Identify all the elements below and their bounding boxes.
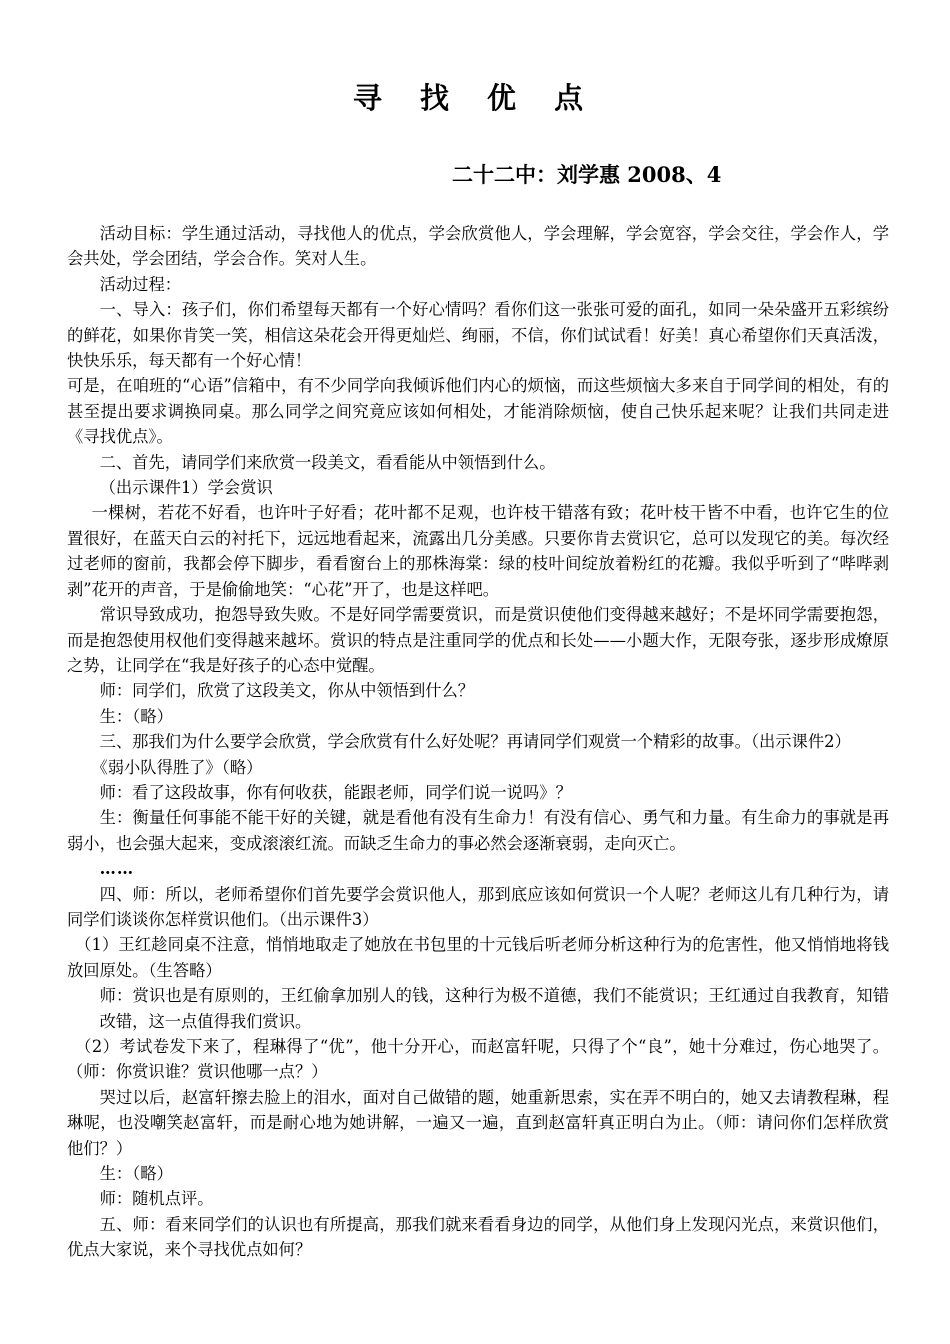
paragraph-step-four: 四、师：所以，老师希望你们首先要学会赏识他人，那到底应该如何赏识一个人呢？老师这儿有几种行为，请同学们谈谈你怎样赏识他们。（出示课件3） [67,884,889,929]
paragraph-activity-goal: 活动目标：学生通过活动，寻找他人的优点，学会欣赏他人，学会理解，学会宽容，学会交往，学会作人，学会共处，学会团结，学会合作。笑对人生。 [67,224,889,269]
paragraph-teacher-question-1: 师：同学们，欣赏了这段美文，你从中领悟到什么？ [99,681,475,701]
paragraph-appreciation: 常识导致成功，抱怨导致失败。不是好同学需要赏识，而是赏识使他们变得越来越好；不是坏同学需要抱怨，而是抱怨使用权他们变得越来越坏。赏识的特点是注重同学的优点和长处——小题大作，无限夸张，逐步形成燎原之势，让同学在“我是好孩子的心态中觉醒。 [67,605,889,675]
author-byline: 二十二中：刘学惠 2008、4 [452,162,722,187]
paragraph-case-two: （2）考试卷发下来了，程琳得了“优”，他十分开心，而赵富轩呢，只得了个“良”，她十分难过，伤心地哭了。（师：你赏识谁？赏识他哪一点？） [67,1037,889,1082]
paragraph-teacher-question-2: 师：看了这段故事，你有何收获，能跟老师，同学们说一说吗》？ [99,782,572,802]
paragraph-courseware-1: （出示课件1）学会赏识 [99,478,273,498]
document-title: 寻 找 优 点 [352,81,598,115]
paragraph-step-two: 二、首先，请同学们来欣赏一段美文，看看能从中领悟到什么。 [99,452,556,472]
paragraph-teacher-comment-1: 师：赏识也是有原则的，王红偷拿加别人的钱，这种行为极不道德，我们不能赏识；王红通过自我教育，知错改错，这一点值得我们赏识。 [99,986,889,1031]
paragraph-intro: 一、导入：孩子们，你们希望每天都有一个好心情吗？看你们这一张张可爱的面孔，如同一朵朵盛开五彩缤纷的鲜花，如果你肯笑一笑，相信这朵花会开得更灿烂、绚丽，不信，你们试试看！好美！真心希望你们天真活泼，快快乐乐，每天都有一个好心情！ [67,300,889,371]
paragraph-story-title: 《弱小队得胜了》（略） [91,757,263,777]
paragraph-case-one: （1）王红趁同桌不注意，悄悄地取走了她放在书包里的十元钱后听老师分析这种行为的危害性，他又悄悄地将钱放回原处。（生答略） [67,935,889,980]
paragraph-student-answer-1: 生：（略） [99,706,173,726]
paragraph-mailbox: 可是，在咱班的“心语”信箱中，有不少同学向我倾诉他们内心的烦恼，而这些烦恼大多来自于同学间的相处，有的甚至提出要求调换同桌。那么同学之间究竟应该如何相处，才能消除烦恼，使自己快乐起来呢？让我们共同走进《寻找优点》。 [67,376,889,447]
paragraph-student-answer-3: 生：（略） [99,1164,173,1184]
paragraph-teacher-comment-2: 师：随机点评。 [99,1189,214,1209]
paragraph-case-two-continued: 哭过以后，赵富轩擦去脸上的泪水，面对自己做错的题，她重新思索，实在弄不明白的，她又去请教程琳，程琳呢，也没嘲笑赵富轩，而是耐心地为她讲解，一遍又一遍，直到赵富轩真正明白为止。（师：请问你们怎样欣赏他们？） [67,1087,889,1158]
paragraph-step-five: 五、师：看来同学们的认识也有所提高，那我们就来看看身边的同学，从他们身上发现闪光点，来赏识他们，优点大家说，来个寻找优点如何？ [67,1214,889,1260]
paragraph-step-three: 三、那我们为什么要学会欣赏，学会欣赏有什么好处呢？再请同学们观赏一个精彩的故事。（出示课件2） [99,732,851,752]
paragraph-student-answer-2: 生：衡量任何事能不能干好的关键，就是看他有没有生命力！有没有信心、勇气和力量。有生命力的事就是再弱小，也会强大起来，变成滚滚红流。而缺乏生命力的事必然会逐渐衰弱，走向灭亡。 [67,808,889,853]
paragraph-tree-essay: 一棵树，若花不好看，也许叶子好看；花叶都不足观，也许枝干错落有致；花叶枝干皆不中看，也许它生的位置很好，在蓝天白云的衬托下，远远地看起来，流露出几分美感。只要你肯去赏识它，总可以发现它的美。每次经过老师的窗前，我都会停下脚步，看看窗台上的那株海棠：绿的枝叶间绽放着粉红的花瓣。我似乎听到了“哔哔剥剥”花开的声音，于是偷偷地笑：“心花”开了，也是这样吧。 [67,503,889,599]
paragraph-ellipsis: …… [99,859,135,879]
document-body [67,221,889,1263]
paragraph-process-heading: 活动过程： [99,274,182,294]
